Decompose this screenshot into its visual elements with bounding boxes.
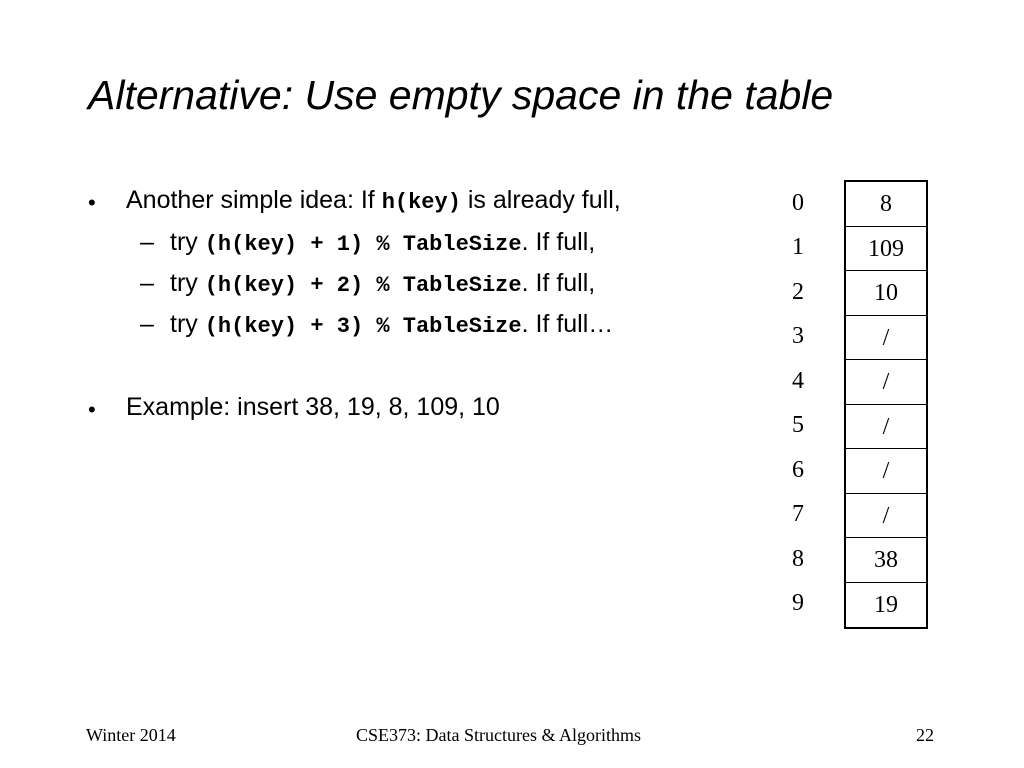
bullet-idea-suffix: is already full,	[460, 186, 621, 214]
table-cell: 109	[846, 227, 926, 272]
code-mod: % TableSize	[363, 273, 522, 298]
index-label: 7	[792, 501, 804, 527]
code-probe: (h(key) + 2)	[204, 273, 364, 298]
index-label: 2	[792, 279, 804, 305]
sub-bullet-prefix: try	[170, 228, 205, 256]
table-cell: 19	[874, 591, 898, 618]
code-mod: % TableSize	[363, 314, 522, 339]
bullet-idea	[126, 186, 621, 215]
index-label: 1	[792, 234, 804, 260]
bullet-example: Example: insert 38, 19, 8, 109, 10	[126, 393, 500, 421]
index-label: 9	[792, 590, 804, 616]
code-probe: (h(key) + 1)	[204, 232, 364, 257]
index-label: 3	[792, 323, 804, 349]
hash-table-cells	[844, 180, 928, 629]
bullet-idea-prefix: Another simple idea: If	[126, 186, 382, 214]
bullet-marker: •	[88, 190, 96, 215]
index-label: 5	[792, 412, 804, 438]
index-label: 6	[792, 457, 804, 483]
code-probe: (h(key) + 3)	[204, 314, 364, 339]
index-label: 8	[792, 546, 804, 572]
footer-page-number: 22	[916, 725, 934, 745]
table-cell: 8	[846, 182, 926, 227]
table-cell: /	[846, 494, 926, 539]
sub-bullet-prefix: try	[170, 310, 205, 338]
dash-marker: –	[140, 228, 154, 256]
table-cell: /	[846, 360, 926, 405]
sub-bullet-suffix: . If full,	[521, 269, 596, 297]
sub-bullet-try-2	[170, 269, 595, 298]
footer-term: Winter 2014	[86, 725, 176, 745]
table-cell: /	[846, 316, 926, 361]
code-mod: % TableSize	[363, 232, 522, 257]
table-cell: 10	[846, 271, 926, 316]
sub-bullet-suffix: . If full,	[521, 228, 596, 256]
dash-marker: –	[140, 310, 154, 338]
sub-bullet-try-3	[170, 310, 613, 339]
table-cell: /	[846, 405, 926, 450]
sub-bullet-prefix: try	[170, 269, 205, 297]
table-cell: /	[846, 449, 926, 494]
index-label: 4	[792, 368, 804, 394]
slide-title: Alternative: Use empty space in the table	[88, 72, 834, 118]
bullet-marker: •	[88, 397, 96, 422]
sub-bullet-suffix: . If full…	[521, 310, 614, 338]
footer-course: CSE373: Data Structures & Algorithms	[356, 725, 641, 745]
index-label: 0	[792, 190, 804, 216]
sub-bullet-try-1	[170, 228, 595, 257]
table-cell: 38	[846, 538, 926, 583]
dash-marker: –	[140, 269, 154, 297]
code-hkey: h(key)	[381, 190, 461, 215]
